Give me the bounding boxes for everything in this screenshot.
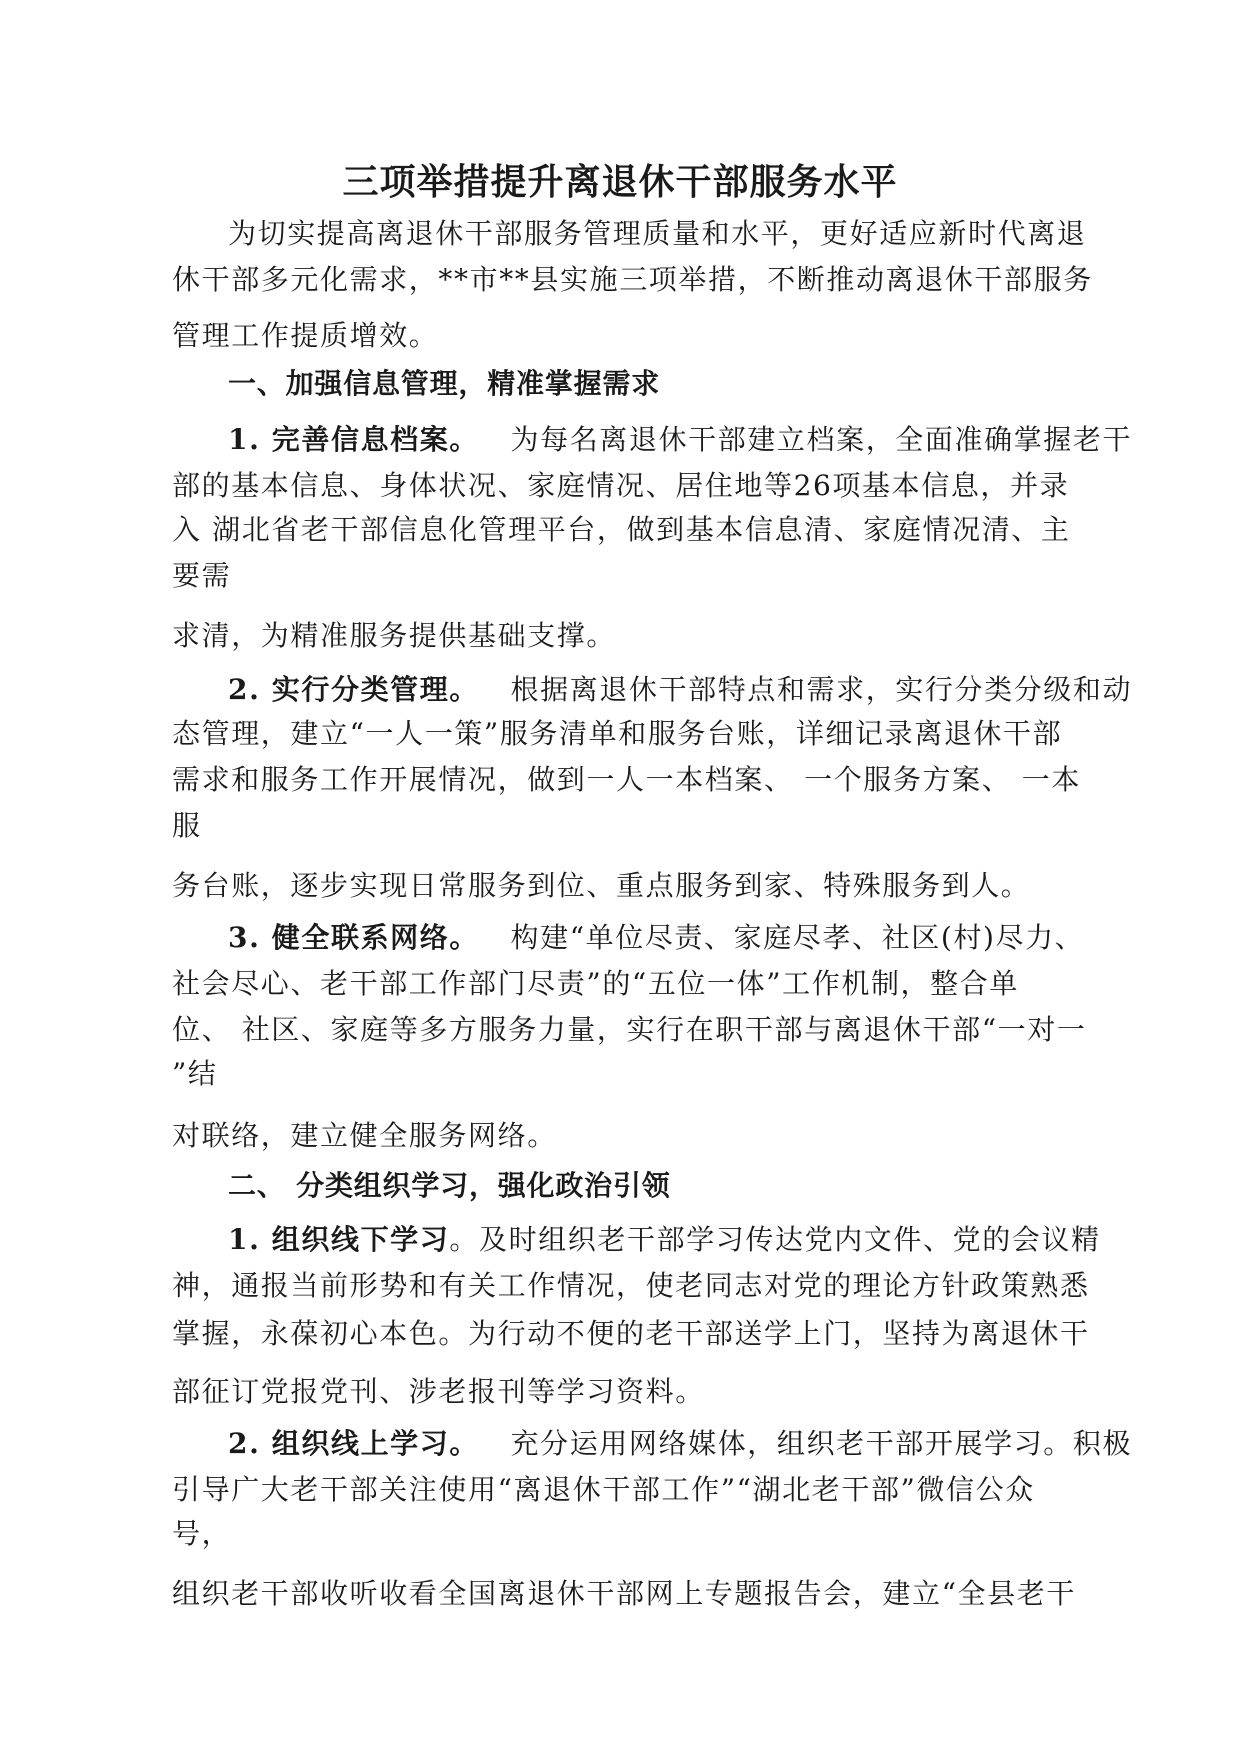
paragraph-line: 管理工作提质增效。 — [172, 319, 439, 352]
item-heading: 1. 组织线下学习 — [228, 1223, 450, 1256]
paragraph-line: 态管理，建立“一人一策”服务清单和服务台账，详细记录离退休干部 — [172, 717, 1063, 750]
paragraph-line: 对联络，建立健全服务网络。 — [172, 1119, 557, 1152]
paragraph-line: 入 湖北省老干部信息化管理平台，做到基本信息清、家庭情况清、主 — [172, 513, 1071, 546]
paragraph-line: 部的基本信息、身体状况、家庭情况、居住地等26项基本信息，并录 — [172, 469, 1070, 502]
paragraph-line: 要需 — [172, 559, 232, 592]
document-title: 三项举措提升离退休干部服务水平 — [342, 161, 898, 203]
item-text: 充分运用网络媒体，组织老干部开展学习。积极 — [510, 1427, 1133, 1460]
paragraph-line: 号， — [172, 1517, 232, 1550]
paragraph-line: 求清，为精准服务提供基础支撑。 — [172, 619, 617, 652]
paragraph-line: 掌握，永葆初心本色。为行动不便的老干部送学上门，坚持为离退休干 — [172, 1317, 1090, 1350]
item-text: 为每名离退休干部建立档案，全面准确掌握老干 — [510, 423, 1133, 456]
paragraph-line: 服 — [172, 809, 202, 842]
paragraph-line — [228, 420, 1133, 460]
paragraph-line: 为切实提高离退休干部服务管理质量和水平，更好适应新时代离退 — [228, 217, 1087, 250]
paragraph-line: 务台账，逐步实现日常服务到位、重点服务到家、特殊服务到人。 — [172, 869, 1031, 902]
item-heading: 2. 组织线上学习。 — [228, 1427, 479, 1460]
paragraph-line: 神，通报当前形势和有关工作情况，使老同志对党的理论方针政策熟悉 — [172, 1269, 1090, 1302]
item-text: 构建“单位尽责、家庭尽孝、社区(村)尽力、 — [510, 921, 1085, 954]
paragraph-line — [228, 1220, 1128, 1260]
item-heading: 3. 健全联系网络。 — [228, 921, 479, 954]
item-heading: 1. 完善信息档案。 — [228, 423, 479, 456]
paragraph-line: 需求和服务工作开展情况，做到一人一本档案、 一个服务方案、 一本 — [172, 763, 1082, 796]
section-heading-1: 一、加强信息管理，精准掌握需求 — [228, 367, 661, 400]
paragraph-line: 社会尽心、老干部工作部门尽责”的“五位一体”工作机制，整合单 — [172, 967, 1019, 1000]
paragraph-line: ”结 — [172, 1057, 218, 1090]
section-heading-2: 二、 分类组织学习，强化政治引领 — [228, 1169, 671, 1202]
item-heading: 2. 实行分类管理。 — [228, 673, 479, 706]
paragraph-line — [228, 670, 1133, 710]
paragraph-line — [228, 918, 1128, 958]
item-text: 根据离退休干部特点和需求，实行分类分级和动 — [510, 673, 1133, 706]
paragraph-line — [228, 1424, 1133, 1464]
paragraph-line: 引导广大老干部关注使用“离退休干部工作”“湖北老干部”微信公众 — [172, 1473, 1035, 1506]
paragraph-line: 组织老干部收听收看全国离退休干部网上专题报告会，建立“全县老干 — [172, 1577, 1076, 1610]
item-text: 。及时组织老干部学习传达党内文件、党的会议精 — [449, 1223, 1101, 1256]
paragraph-line: 休干部多元化需求，**市**县实施三项举措，不断推动离退休干部服务 — [172, 263, 1093, 296]
paragraph-line: 位、 社区、家庭等多方服务力量，实行在职干部与离退休干部“一对一 — [172, 1013, 1087, 1046]
paragraph-line: 部征订党报党刊、涉老报刊等学习资料。 — [172, 1375, 705, 1408]
